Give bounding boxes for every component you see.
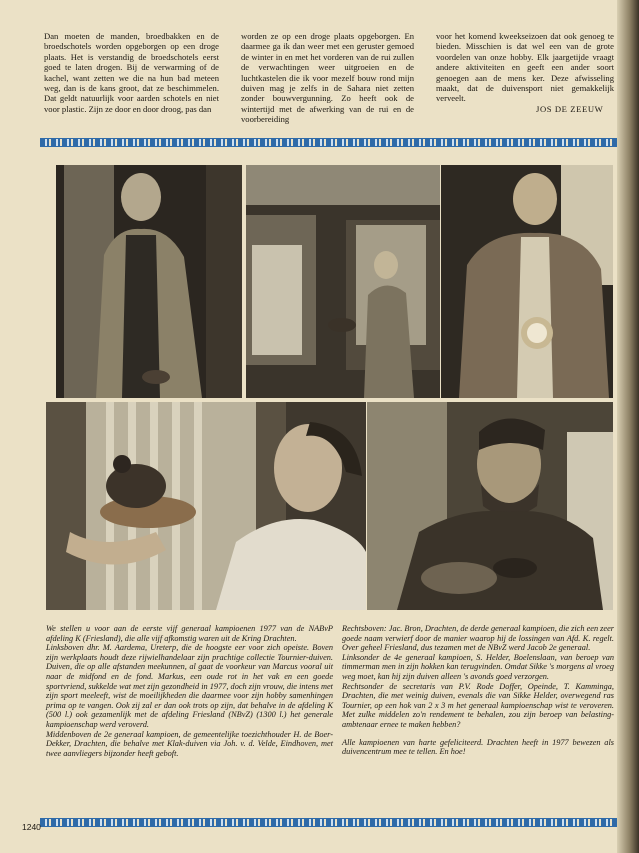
caption-paragraph: Rechtsonder de secretaris van P.V. Rode Doffer, Opeinde, T. Kamminga, Drachten, die met weinig duiven, evenals die van Sikke Helder, overwegend ras Tournier, op een hok van 2 x 3 m het generaal kampioenschap wist te veroveren. Met zulke middelen zo'n rendement te behalen, zou zijn beroep van belasting-ambtenaar ernee te maken hebben? xyxy=(342,681,614,729)
book-spine-shadow xyxy=(617,0,639,853)
caption-column-right xyxy=(342,624,614,757)
caption-paragraph: We stellen u voor aan de eerste vijf generaal kampioenen 1977 van de NABvP afdeling K (Friesland), die alle vijf afkomstig waren uit de Kring Drachten. xyxy=(46,624,333,643)
photo-bearded-man-with-pigeon xyxy=(367,402,613,610)
decorative-wave-rule-top xyxy=(40,138,618,147)
caption-column-left xyxy=(46,624,333,758)
decorative-wave-rule-bottom xyxy=(40,818,618,827)
page-number: 1240 xyxy=(22,822,41,832)
caption-paragraph: Linksonder de 4e generaal kampioen, S. Helder, Boelenslaan, van beroep van timmerman men in zijn hokken kan terugvinden. Omdat Sikke 's morgens al vroeg weg moet, kan hij zijn duiven alleen 's avonds goed verzorgen. xyxy=(342,652,614,681)
caption-paragraph: Linksboven dhr. M. Aardema, Ureterp, die de hoogste eer voor zich opeiste. Boven zijn werkplaats houdt deze rijwielhandelaar zijn prachtige collectie Tournier-duiven. Duiven, die op alle afstanden meekunnen, al gaat de voorkeur van Marcus vooral uit naar de midfond en de fond. Markus, een oude rot in het vak en een goede sportvriend, sukkelde wat met zijn gezondheid in 1977, doch zijn vrouw, die intens met zijn sport meeleeft, wist de moeilijkheden die daarmee voor zijn hobby samenhingen prima op te vangen. Ook zij zal er dan ook trots op zijn, dat behalve in de afdeling K (500 l.) ook gezamenlijk met de afdeling Friesland (NBvZ) (1300 l.) het generale kampioenschap werd veroverd. xyxy=(46,643,333,729)
article-paragraph: Dan moeten de manden, broedbakken en de broedschotels worden opgeborgen op een droge plaats. Het is verstandig de broedschotels eerst goed te laten drogen. Bij de verwarming of de kachel, want zetten we die na hun bad meteen weg, dan is de kans groot, dat ze beschimmelen. Dat geldt natuurlijk voor aarden schotels en niet voor plastic. Zijn ze door en door droog, pas dan xyxy=(44,31,219,114)
photo-man-in-doorway xyxy=(56,165,242,398)
caption-paragraph: Rechtsboven: Jac. Bron, Drachten, de derde generaal kampioen, die zich een zeer goede naam verwierf door de manier waarop hij de lossingen van Afd. K. regelt. Over geheel Friesland, dus tezamen met de NBvZ werd Jacob 2e generaal. xyxy=(342,624,614,653)
photo-man-with-clock xyxy=(441,165,613,398)
caption-paragraph: Middenboven de 2e generaal kampioen, de gemeentelijke toezichthouder H. de Boer-Dekker, Drachten, die behalve met Klak-duiven via Joh. v. d. Velde, Eindhoven, met twee aanvliegers bijzonder heeft geboft. xyxy=(46,729,333,758)
photo-man-at-loft xyxy=(246,165,440,398)
article-column-1 xyxy=(44,31,219,114)
caption-paragraph: Alle kampioenen van harte gefeliciteerd. Drachten heeft in 1977 bewezen als duivencentrum mee te tellen. En hoe! xyxy=(342,737,614,757)
photo-man-holding-pigeon xyxy=(46,402,366,610)
article-column-2 xyxy=(241,31,414,125)
article-column-3 xyxy=(436,31,614,104)
author-signature: JOS DE ZEEUW xyxy=(536,104,604,114)
article-paragraph: worden ze op een droge plaats opgeborgen. En daarmee ga ik dan weer met een geruster gemoed de winter in en met het vorderen van de rui zullen de verwachtingen weer uitgroeien en de luchtkastelen die ik voor mezelf bouw rond mijn duiven mag je zelfs in de Sahara niet zetten zonder bouwvergunning. Zo heeft ook de wintertijd met de afwerking van de rui en de voorbereiding xyxy=(241,31,414,125)
article-paragraph: voor het komend kweekseizoen dat ook genoeg te bieden. Misschien is dat wel een van de grote voordelen van onze hobby. Elk jaargetijde vraagt andere aktiviteiten en geeft een ander soort genoegen aan de mens ker. Deze afwisseling maakt, dat de duivensport niet gemakkelijk verveelt. xyxy=(436,31,614,104)
